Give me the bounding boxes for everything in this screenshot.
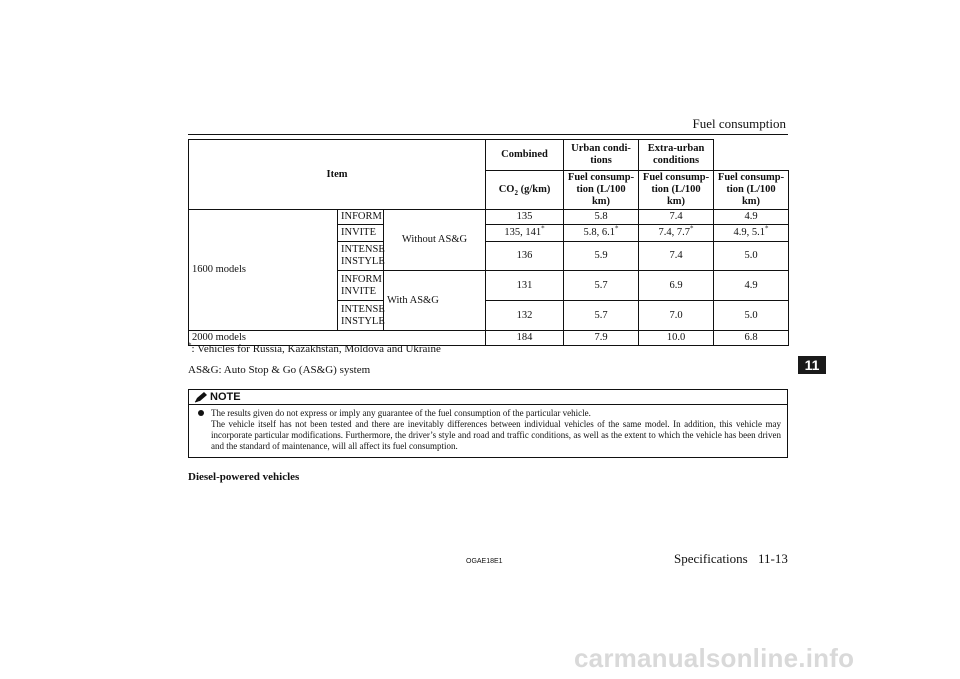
- extra-cell: 5.0: [714, 242, 789, 271]
- note-line-1: The results given do not express or imply any guarantee of the fuel consumption of the particular vehicle.: [211, 408, 591, 418]
- co2-cell: 131: [486, 271, 564, 301]
- combined-cell: 5.8: [564, 210, 639, 225]
- urban-cell: 7.4: [639, 210, 714, 225]
- extra-cell: 6.8: [714, 331, 789, 346]
- fuel-header-extra: Fuel consump- tion (L/100 km): [714, 171, 789, 210]
- extra-urban-header: Extra-urban conditions: [639, 140, 714, 171]
- footer-section: Specifications: [674, 551, 748, 566]
- item-header: Item: [189, 140, 486, 210]
- asg-definition: AS&G: Auto Stop & Go (AS&G) system: [188, 364, 371, 376]
- table-row: [189, 210, 789, 225]
- note-header: [189, 390, 787, 405]
- co2-cell: 184: [486, 331, 564, 346]
- combined-cell: 5.7: [564, 301, 639, 331]
- extra-cell: 4.9: [714, 210, 789, 225]
- extra-cell: 4.9, 5.1*: [714, 225, 789, 242]
- note-box: [188, 389, 788, 458]
- trim-cell: INFORM INVITE: [338, 271, 384, 301]
- combined-header: Combined: [486, 140, 564, 171]
- co2-cell: 135, 141*: [486, 225, 564, 242]
- extra-cell: 5.0: [714, 301, 789, 331]
- co2-cell: 136: [486, 242, 564, 271]
- extra-cell: 4.9: [714, 271, 789, 301]
- co2-cell: 135: [486, 210, 564, 225]
- fuel-consumption-table: [188, 139, 789, 346]
- diesel-heading: Diesel-powered vehicles: [188, 471, 300, 483]
- group-without-asg: Without AS&G: [384, 210, 486, 271]
- header-rule: [188, 134, 788, 135]
- page-number: 11-13: [758, 551, 788, 566]
- urban-cell: 7.0: [639, 301, 714, 331]
- urban-cell: 7.4: [639, 242, 714, 271]
- pencil-icon: [194, 392, 208, 403]
- fuel-header-combined: Fuel consump- tion (L/100 km): [564, 171, 639, 210]
- urban-cell: 10.0: [639, 331, 714, 346]
- running-header-title: Fuel consumption: [692, 116, 786, 131]
- note-line-2: The vehicle itself has not been tested and there are inevitably differences between individual vehicles of the same model. In addition, this vehicle may incorporate particular modifications. Furthermore, the driver’s style and road and traffic conditions, as well as the extent to which the vehicle has been driven and the standard of maintenance, will all affect its fuel consumption.: [211, 419, 781, 451]
- group-with-asg: With AS&G: [384, 271, 486, 331]
- watermark: carmanualsonline.info: [574, 643, 855, 673]
- bullet-icon: [198, 410, 204, 416]
- note-body: [189, 405, 787, 452]
- urban-cell: 7.4, 7.7*: [639, 225, 714, 242]
- co2-cell: 132: [486, 301, 564, 331]
- trim-cell: INFORM: [338, 210, 384, 225]
- combined-cell: 5.8, 6.1*: [564, 225, 639, 242]
- combined-cell: 5.9: [564, 242, 639, 271]
- trim-cell: INTENSE INSTYLE: [338, 242, 384, 271]
- doc-id: OGAE18E1: [466, 558, 503, 565]
- group-2000-models: 2000 models: [189, 331, 486, 346]
- footnote: *: Vehicles for Russia, Kazakhstan, Moldova and Ukraine: [188, 341, 441, 355]
- urban-cell: 6.9: [639, 271, 714, 301]
- fuel-header-urban: Fuel consump- tion (L/100 km): [639, 171, 714, 210]
- combined-cell: 5.7: [564, 271, 639, 301]
- trim-cell: INVITE: [338, 225, 384, 242]
- trim-cell: INTENSE INSTYLE: [338, 301, 384, 331]
- note-label: NOTE: [210, 391, 241, 403]
- combined-cell: 7.9: [564, 331, 639, 346]
- co2-header: $CO_2$ (g/km): [486, 171, 564, 210]
- chapter-tab: 11: [798, 356, 826, 374]
- urban-header: Urban condi- tions: [564, 140, 639, 171]
- group-1600-models: 1600 models: [189, 210, 338, 331]
